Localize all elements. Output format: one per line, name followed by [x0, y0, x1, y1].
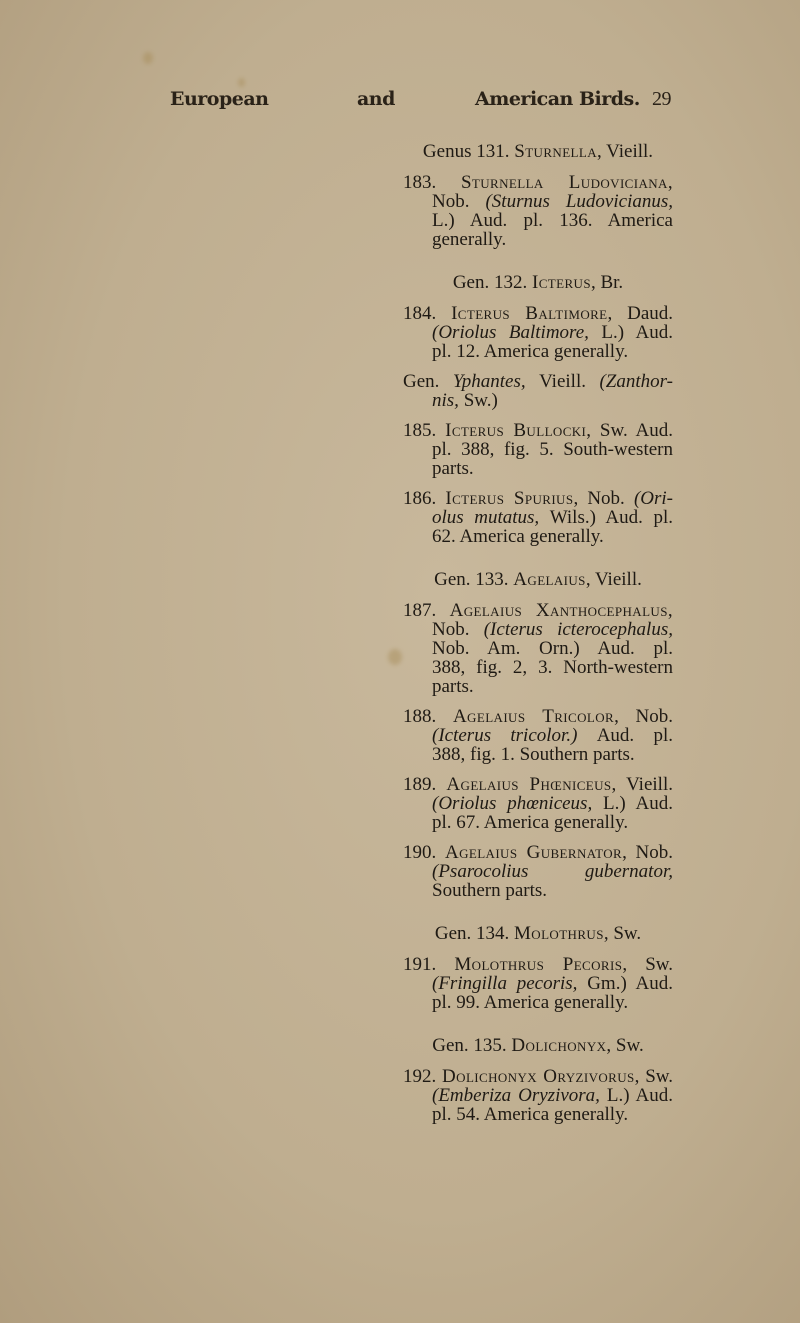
text-line — [403, 862, 673, 881]
species-name: Molothrus Pecoris — [454, 955, 623, 974]
synonym-italic: (Ori- — [633, 489, 673, 508]
text-segment: L.) Aud. — [601, 323, 673, 342]
text-segment: generally. — [432, 229, 507, 250]
species-entry — [403, 304, 673, 361]
text-segment: , Br. — [590, 272, 624, 293]
text-line — [403, 974, 673, 993]
text-segment: pl. 54. America generally. — [432, 1104, 629, 1125]
text-segment: 189. — [403, 775, 447, 794]
species-entry — [403, 173, 673, 249]
text-line — [403, 658, 673, 677]
species-entry — [403, 421, 673, 478]
text-segment: , Sw. — [603, 923, 642, 944]
synonym-italic: (Fringilla pecoris, — [432, 974, 588, 993]
text-segment: L.) Aud. — [606, 1086, 673, 1105]
paper-stain — [238, 78, 245, 87]
genus-heading — [403, 1036, 673, 1055]
genus-heading — [403, 142, 673, 161]
text-line — [403, 304, 673, 323]
text-line — [403, 323, 673, 342]
text-line — [403, 955, 673, 974]
species-name: Icterus Bullocki — [445, 421, 587, 440]
text-segment: 191. — [403, 955, 455, 974]
species-entry — [403, 601, 673, 696]
species-name: Agelaius Tricolor — [452, 707, 615, 726]
species-name: Molothrus — [514, 923, 604, 944]
text-line — [403, 881, 673, 900]
text-line — [403, 843, 673, 862]
text-segment: , Vieill. — [597, 141, 654, 162]
text-segment: 188. — [403, 707, 453, 726]
text-segment: , Vieill. — [585, 569, 642, 590]
text-segment: 62. America generally. — [432, 526, 604, 547]
species-name: Agelaius Phœniceus — [446, 775, 612, 794]
running-head-left: European — [170, 88, 269, 110]
text-line — [403, 342, 673, 361]
genus-heading — [403, 924, 673, 943]
text-segment: Gen. 133. — [434, 569, 514, 590]
text-line — [403, 794, 673, 813]
text-segment: 187. — [403, 601, 450, 620]
text-segment: , Daud. — [607, 304, 673, 323]
synonym-italic: (Emberiza Oryzivora, — [432, 1086, 607, 1105]
species-entry — [403, 489, 673, 546]
synonym-italic: (Icterus icterocephalus, — [483, 620, 673, 639]
species-name: Icterus Spurius — [445, 489, 574, 508]
text-segment: parts. — [432, 676, 474, 697]
text-line — [403, 372, 673, 391]
text-segment: 192. — [403, 1067, 443, 1086]
text-line — [403, 745, 673, 764]
species-name: Agelaius — [513, 569, 586, 590]
species-name: Sturnella Ludoviciana, — [460, 173, 673, 192]
text-segment: Southern parts. — [432, 880, 548, 901]
text-line — [403, 813, 673, 832]
text-segment: 184. — [403, 304, 452, 323]
genus-note — [403, 372, 673, 410]
species-name: Dolichonyx — [511, 1035, 607, 1056]
synonym-italic: olus mutatus, — [432, 508, 550, 527]
text-segment: Nob. Am. Orn.) Aud. pl. — [432, 639, 673, 658]
text-line — [403, 459, 673, 478]
genus-heading — [403, 570, 673, 589]
text-line — [403, 391, 673, 410]
text-line — [403, 440, 673, 459]
text-segment: Wils.) Aud. pl. — [549, 508, 673, 527]
text-line — [403, 1086, 673, 1105]
text-line — [403, 489, 673, 508]
text-line — [403, 173, 673, 192]
species-entry — [403, 1067, 673, 1124]
species-name: Dolichonyx Oryzivorus — [442, 1067, 635, 1086]
species-entry — [403, 843, 673, 900]
synonym-italic: (Zanthor- — [599, 372, 673, 391]
text-segment: 183. — [403, 173, 461, 192]
synonym-italic: Yphantes, — [452, 372, 540, 391]
text-segment: pl. 388, fig. 5. South-western — [432, 440, 673, 459]
text-segment: , Nob. — [573, 489, 634, 508]
text-line — [403, 527, 673, 546]
running-head — [0, 88, 800, 118]
text-line — [403, 775, 673, 794]
text-segment: Sw.) — [463, 390, 498, 411]
text-segment: Vieill. — [539, 372, 600, 391]
paper-stain — [143, 52, 153, 64]
text-segment: Nob. — [432, 620, 484, 639]
text-line — [403, 639, 673, 658]
running-head-right: American Birds. — [475, 88, 640, 110]
text-segment: Aud. pl. — [596, 726, 673, 745]
text-segment: pl. 12. America generally. — [432, 341, 629, 362]
page-number: 29 — [652, 88, 671, 110]
text-line — [403, 993, 673, 1012]
text-segment: Gen. 132. — [452, 272, 532, 293]
text-segment: Gen. 134. — [434, 923, 514, 944]
species-name: Agelaius Gubernator — [444, 843, 623, 862]
text-segment: 190. — [403, 843, 445, 862]
species-entry — [403, 775, 673, 832]
species-name: Icterus — [531, 272, 591, 293]
text-line — [403, 211, 673, 230]
synonym-italic: (Icterus tricolor.) — [432, 726, 597, 745]
species-entry — [403, 707, 673, 764]
text-segment: 185. — [403, 421, 446, 440]
text-segment: Gen. — [403, 372, 453, 391]
text-segment: , Nob. — [614, 707, 673, 726]
text-segment: pl. 67. America generally. — [432, 812, 629, 833]
synonym-italic: (Oriolus Baltimore, — [432, 323, 602, 342]
text-segment: , Nob. — [622, 843, 673, 862]
genus-heading — [403, 273, 673, 292]
text-line — [403, 677, 673, 696]
text-segment: , Sw. Aud. — [586, 421, 673, 440]
running-head-middle: and — [357, 88, 395, 110]
text-segment: 186. — [403, 489, 446, 508]
synonym-italic: nis, — [432, 390, 464, 411]
synonym-italic: (Sturnus Ludovicianus, — [485, 192, 673, 211]
synonym-italic: (Psarocolius gubernator, — [432, 862, 673, 881]
text-segment: L.) Aud. pl. 136. America — [432, 211, 673, 230]
text-column — [403, 140, 673, 1135]
species-name: Sturnella — [514, 141, 598, 162]
text-line — [403, 192, 673, 211]
text-segment: pl. 99. America generally. — [432, 992, 629, 1013]
text-segment: Nob. — [432, 192, 486, 211]
text-line — [403, 726, 673, 745]
species-name: Agelaius Xanthocephalus, — [449, 601, 673, 620]
text-segment: , Vieill. — [611, 775, 673, 794]
text-line — [403, 508, 673, 527]
species-entry — [403, 955, 673, 1012]
text-segment: L.) Aud. — [603, 794, 673, 813]
synonym-italic: (Oriolus phœniceus, — [432, 794, 604, 813]
text-line — [403, 620, 673, 639]
text-line — [403, 707, 673, 726]
text-segment: parts. — [432, 458, 474, 479]
species-name: Icterus Baltimore — [451, 304, 608, 323]
paper-stain — [388, 649, 402, 665]
text-line — [403, 1067, 673, 1086]
text-segment: , Sw. — [634, 1067, 673, 1086]
text-line — [403, 421, 673, 440]
text-segment: , Sw. — [606, 1035, 644, 1056]
text-segment: , Sw. — [622, 955, 673, 974]
text-segment: Gen. 135. — [432, 1035, 512, 1056]
text-line — [403, 601, 673, 620]
text-line — [403, 1105, 673, 1124]
text-line — [403, 230, 673, 249]
text-segment: Gm.) Aud. — [587, 974, 673, 993]
text-segment: Genus 131. — [422, 141, 515, 162]
text-segment: 388, fig. 1. Southern parts. — [432, 744, 635, 765]
text-segment: 388, fig. 2, 3. North-western — [432, 658, 673, 677]
